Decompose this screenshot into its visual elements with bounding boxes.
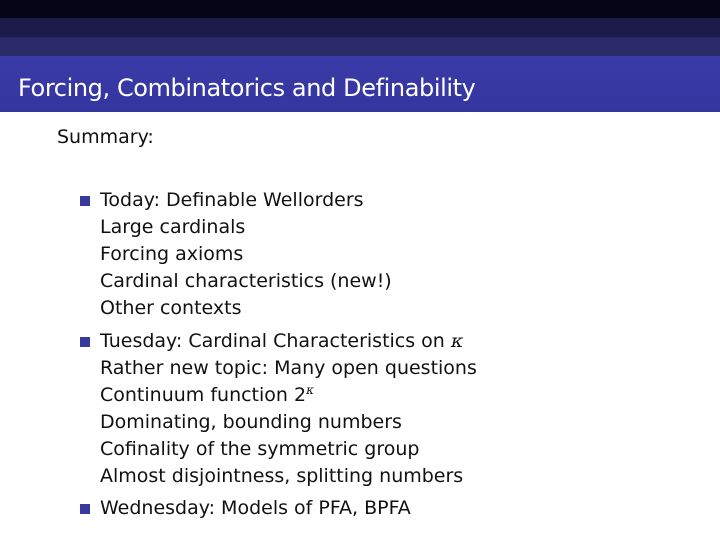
sub-item: Almost disjointness, splitting numbers: [100, 465, 464, 487]
sub-item-continuum: [80, 382, 477, 409]
bullet-item-tuesday: [80, 328, 477, 355]
sub-item: Rather new topic: Many open questions: [100, 357, 477, 379]
sub-item: Cardinal characteristics (new!): [100, 270, 392, 292]
sub-item: Cofinality of the symmetric group: [100, 438, 420, 460]
bullet-group-today: [80, 187, 392, 322]
bullet-group-tuesday: [80, 328, 477, 490]
sub-item: Forcing axioms: [100, 243, 244, 265]
sub-item: Dominating, bounding numbers: [100, 411, 402, 433]
frame-title-bar: [0, 56, 720, 112]
sub-item: Large cardinals: [100, 216, 246, 238]
square-bullet-icon: [80, 196, 90, 206]
bullet-heading: Today: Definable Wellorders: [100, 189, 364, 211]
bullet-heading: Tuesday: Cardinal Characteristics on: [100, 330, 451, 352]
header-band-middle: [0, 18, 720, 37]
sub-item: Other contexts: [100, 297, 242, 319]
summary-label: Summary:: [57, 126, 154, 148]
square-bullet-icon: [80, 504, 90, 514]
kappa-exponent: κ: [306, 383, 314, 397]
bullet-item-today: [80, 187, 392, 214]
kappa-symbol: κ: [450, 330, 464, 352]
slide-title: Forcing, Combinatorics and Definability: [18, 74, 476, 102]
header-band-light: [0, 37, 720, 56]
square-bullet-icon: [80, 337, 90, 347]
header-band-dark: [0, 0, 720, 18]
bullet-item-wednesday: [80, 495, 411, 522]
bullet-group-wednesday: [80, 495, 411, 522]
continuum-text: Continuum function 2: [100, 384, 307, 406]
bullet-heading: Wednesday: Models of PFA, BPFA: [100, 497, 411, 519]
